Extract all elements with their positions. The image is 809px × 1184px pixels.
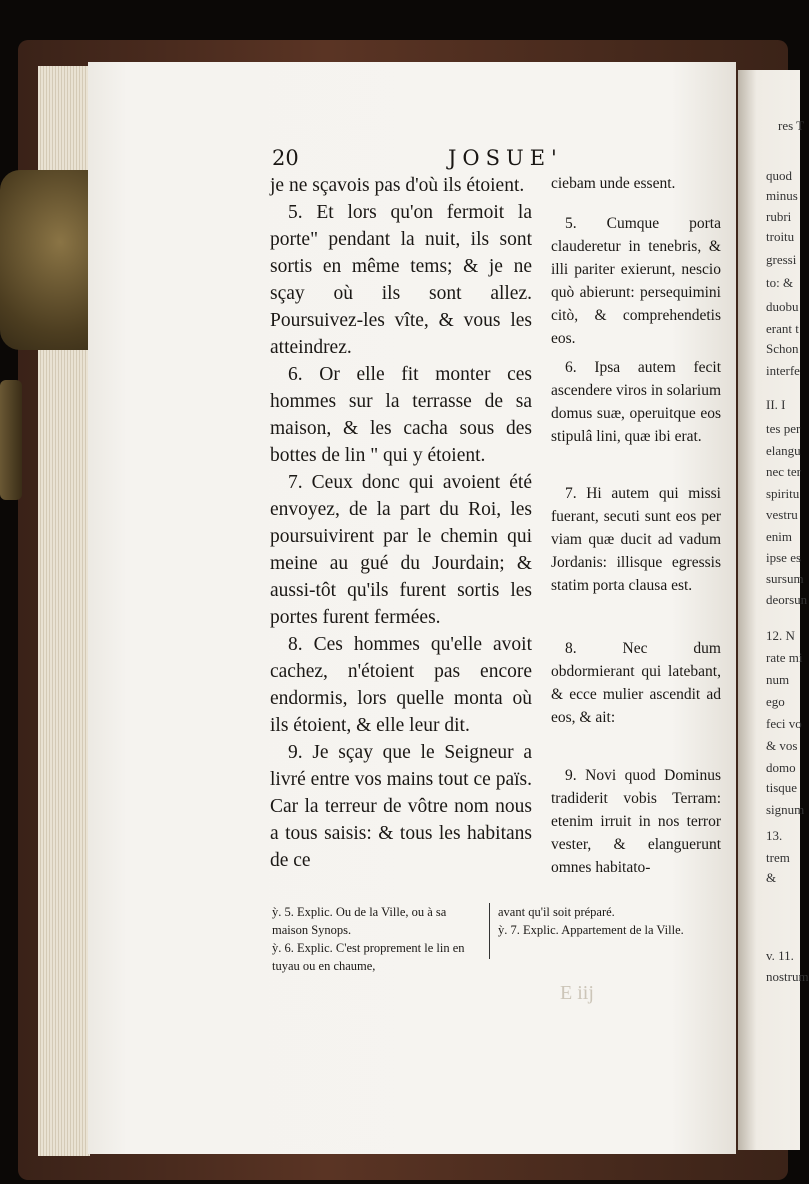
facing-page-fragment: 13. xyxy=(766,828,783,843)
facing-page-fragment: enim xyxy=(766,529,792,544)
latin-verse-6 xyxy=(551,356,721,448)
facing-page-fragment: elangu xyxy=(766,443,801,458)
french-verse-8: 8. Ces hommes qu'elle avoit cachez, n'étoient pas encore endormis, lors quelle monta où ils étoient, & elle leur dit. xyxy=(270,634,532,736)
facing-page-fragment: erant t xyxy=(766,321,799,336)
latin-text: 7. Hi autem qui missi fuerant, secuti sunt eos per viam quæ ducit ad vadum Jordanis: illisque egressis statim porta clausa est. xyxy=(551,485,721,594)
facing-page-fragment: res T xyxy=(778,118,805,133)
facing-page-fragment: vestru xyxy=(766,507,798,522)
footnote-divider xyxy=(489,903,490,959)
facing-page-fragment: quod xyxy=(766,168,792,183)
facing-page-fragment: & xyxy=(766,870,777,885)
footnote: ỳ. 6. Explic. C'est proprement le lin en tuyau ou en chaume, xyxy=(272,941,465,973)
facing-page-fragment: tes per xyxy=(766,421,801,436)
latin-text: 6. Ipsa autem fecit ascendere viros in solarium domus suæ, operuitque eos stipulâ lini, quæ ibi erat. xyxy=(551,359,722,445)
facing-page-fragment: & vos xyxy=(766,738,798,753)
facing-page-fragment: Schon xyxy=(766,341,799,356)
facing-page-fragment: gressi xyxy=(766,252,797,267)
facing-page-fragment: II. I xyxy=(766,397,786,412)
facing-page-fragment: interfe xyxy=(766,363,800,378)
french-column xyxy=(270,172,532,874)
running-head: JOSUE' xyxy=(448,146,563,170)
facing-page-fragment: tisque xyxy=(766,780,798,795)
facing-page-fragment: sursum xyxy=(766,571,804,586)
facing-page-fragment: ipse es xyxy=(766,550,802,565)
facing-page-fragment: to: & xyxy=(766,275,794,290)
facing-page-fragment: trem xyxy=(766,850,790,865)
latin-verse-8 xyxy=(551,637,721,729)
french-verse-5: 5. Et lors qu'on fermoit la porte" pendant la nuit, ils sont sortis en même tems; & je ne sçay où ils sont allez. Poursuivez-les vîte, & vous les atteindrez. xyxy=(270,202,532,358)
latin-verse-9 xyxy=(551,764,721,879)
metal-hinge xyxy=(0,380,22,500)
french-verse-9: 9. Je sçay que le Seigneur a livré entre vos mains tout ce païs. Car la terreur de vôtre nom nous a tous saisis: & tous les habitans de ce xyxy=(270,742,532,871)
footnotes-right xyxy=(498,903,733,939)
facing-page-fragment: ego xyxy=(766,694,785,709)
page-number: 20 xyxy=(272,146,299,170)
facing-page-fragment: rate mi xyxy=(766,650,803,665)
latin-verse-7 xyxy=(551,482,721,597)
facing-page-fragment: minus xyxy=(766,188,798,203)
latin-text: ciebam unde essent. xyxy=(551,175,676,192)
facing-page-fragment: rubri xyxy=(766,209,792,224)
french-paragraph: je ne sçavois pas d'où ils étoient. xyxy=(270,175,525,196)
latin-verse-5 xyxy=(551,212,721,350)
latin-text: 5. Cumque porta clauderetur in tenebris, & illi pariter exierunt, nescio quò abierunt: persequimini citò, & comprehendetis eos. xyxy=(551,215,721,347)
facing-page-fragment: num xyxy=(766,672,790,687)
footnote: avant qu'il soit préparé. xyxy=(498,905,615,919)
facing-page-fragment: 12. N xyxy=(766,628,795,643)
signature-mark: E iij xyxy=(560,982,594,1004)
facing-page-fragment: v. 11. xyxy=(766,948,794,963)
footnote: ỳ. 7. Explic. Appartement de la Ville. xyxy=(498,923,684,937)
facing-page-fragment: nec ter xyxy=(766,464,802,479)
facing-page-fragment: nostrum xyxy=(766,969,809,984)
footnote: ỳ. 5. Explic. Ou de la Ville, ou à sa maison Synops. xyxy=(272,905,447,937)
latin-text: 8. Nec dum obdormierant qui latebant, & ecce mulier ascendit ad eos, & ait: xyxy=(551,640,721,726)
facing-page-fragment: signum xyxy=(766,802,805,817)
french-verse-6: 6. Or elle fit monter ces hommes sur la terrasse de sa maison, & les cacha sous des bottes de lin " qui y étoient. xyxy=(270,364,532,466)
facing-page-fragment: troitu xyxy=(766,229,795,244)
facing-page xyxy=(738,70,809,1150)
latin-line xyxy=(551,172,721,195)
facing-page-fragment: feci vo xyxy=(766,716,802,731)
footnotes-left xyxy=(272,903,482,975)
facing-page-fragment: spiritu xyxy=(766,486,800,501)
latin-text: 9. Novi quod Dominus tradiderit vobis Terram: etenim irruit in nos terror vester, & elanguerunt omnes habitato- xyxy=(551,767,721,876)
facing-page-fragment: domo xyxy=(766,760,796,775)
french-verse-7: 7. Ceux donc qui avoient été envoyez, de la part du Roi, les poursuivirent par le chemin qui meine au gué du Jourdain; & aussi-tôt qu'ils furent sortis les portes furent fermées. xyxy=(270,472,532,628)
facing-page-fragment: duobu xyxy=(766,299,799,314)
facing-page-fragment: deorsun xyxy=(766,592,808,607)
